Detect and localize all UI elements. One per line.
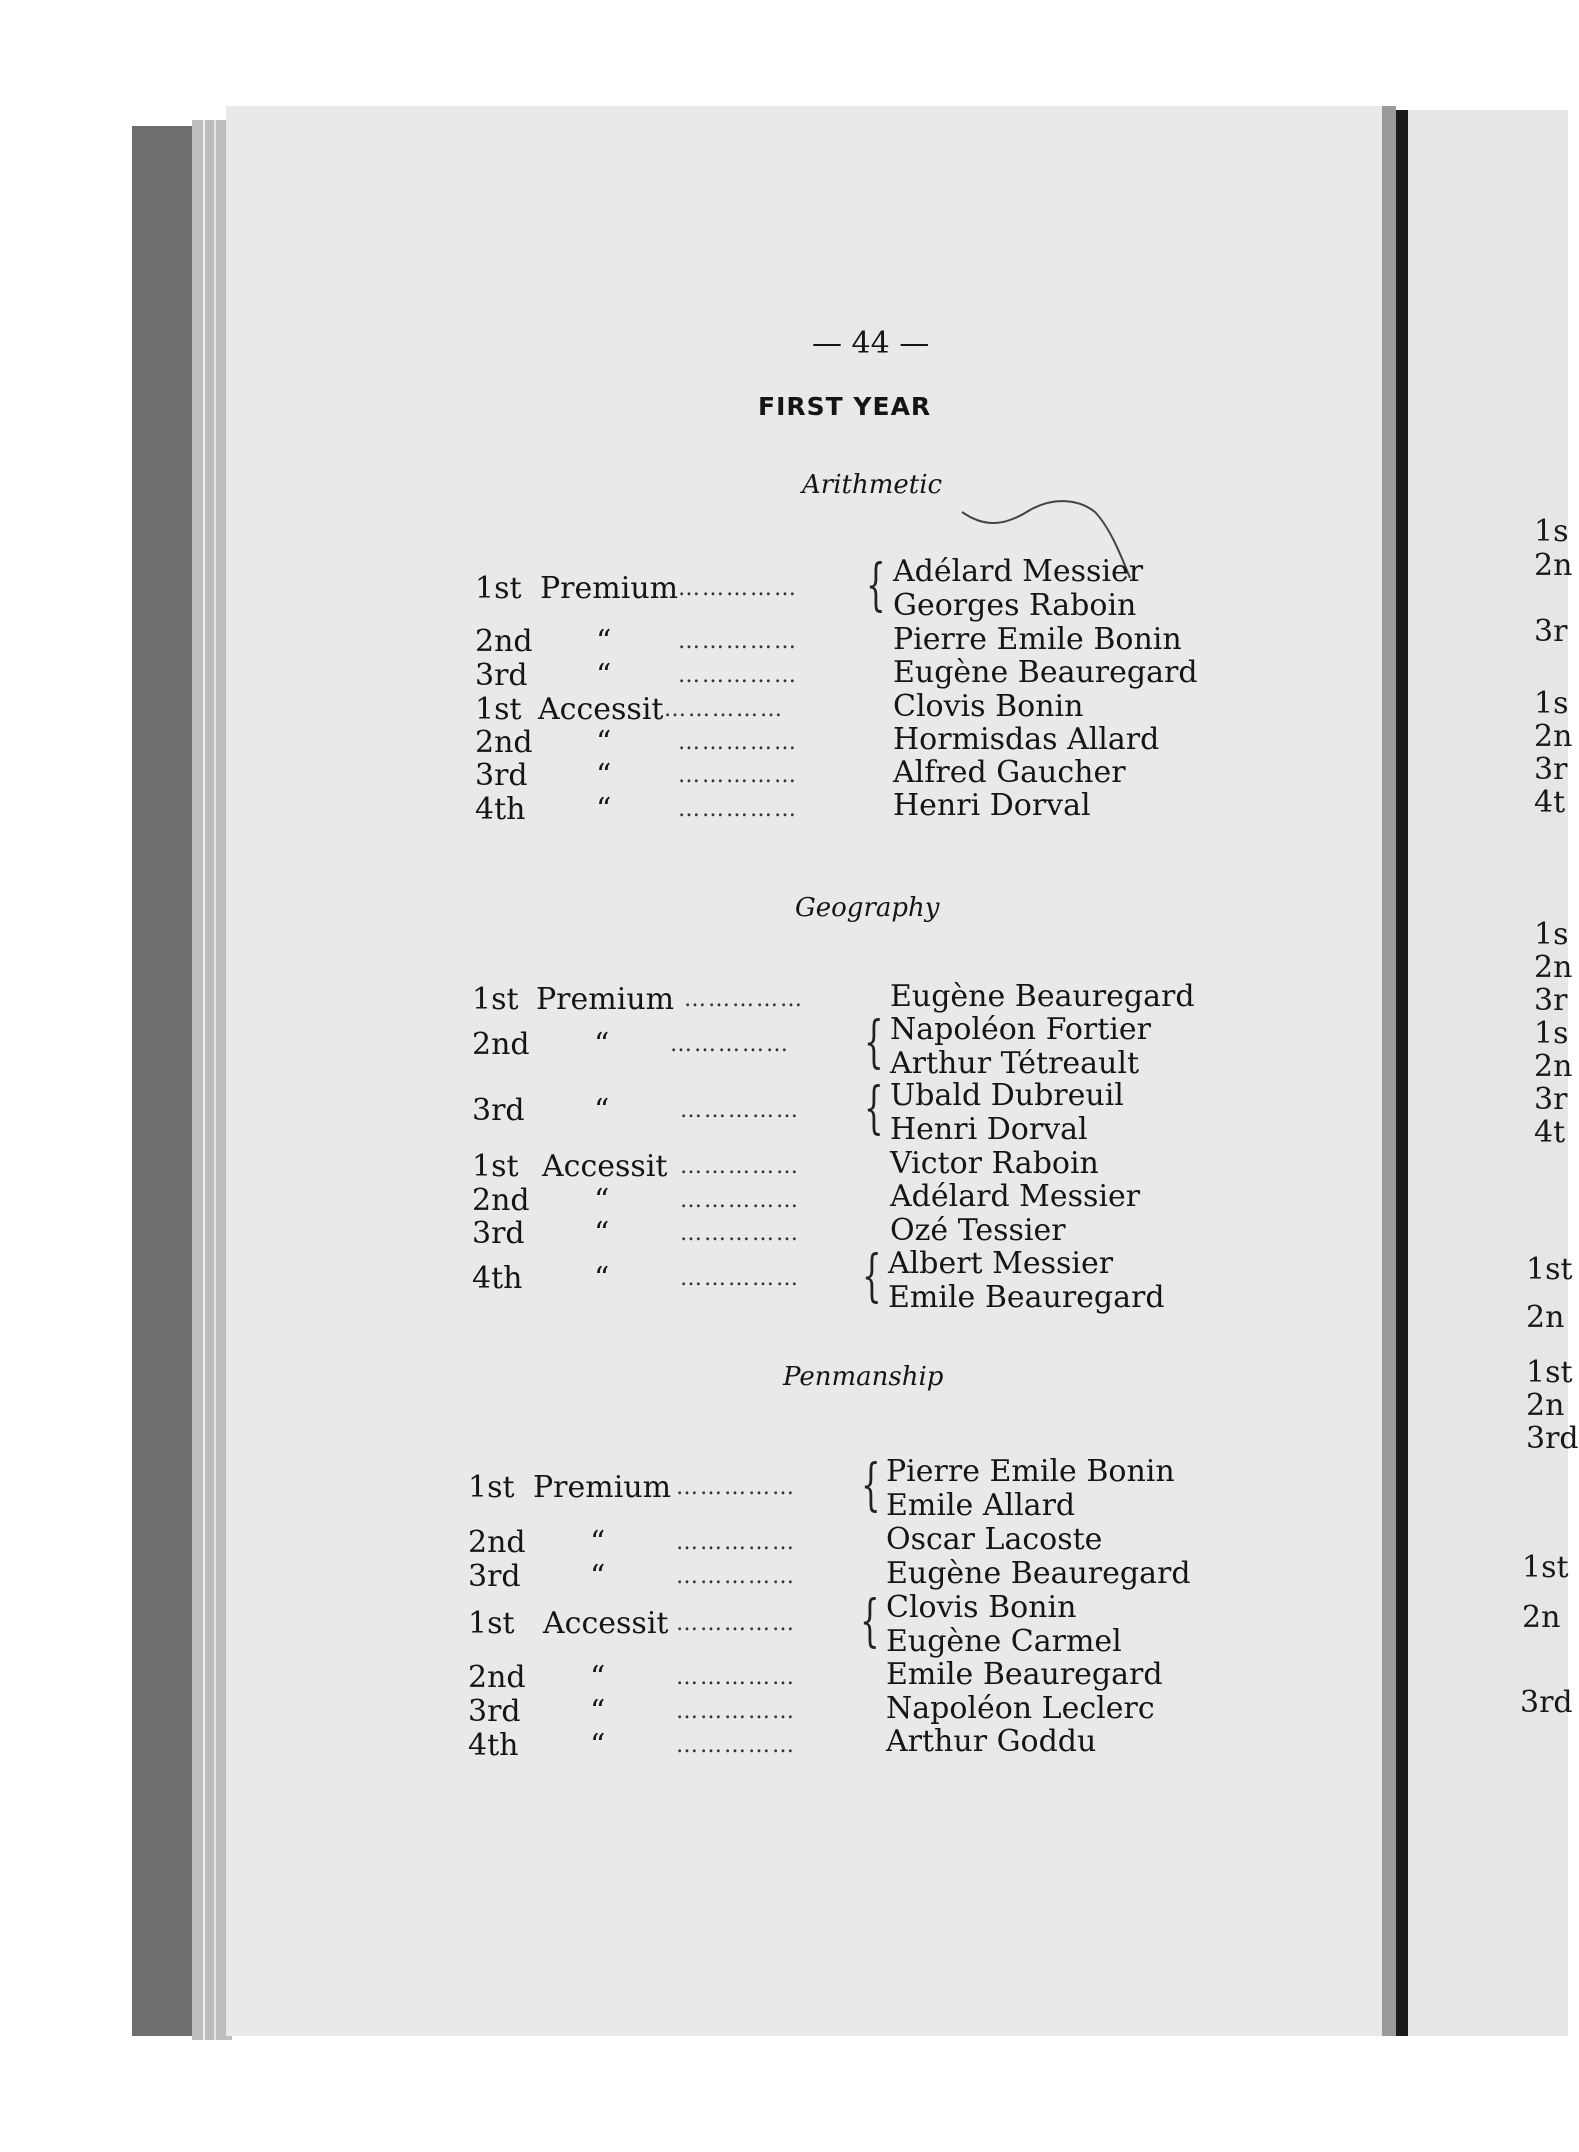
entry-name: Oscar Lacoste	[886, 1522, 1103, 1557]
entry-rank: 3rd	[468, 1559, 521, 1594]
entry-label: “	[594, 1216, 610, 1251]
page-number: — 44 —	[812, 326, 930, 361]
entry-label: “	[594, 1093, 610, 1128]
book-edge-line	[203, 120, 205, 2040]
leader-dots: ……………	[676, 1611, 796, 1636]
leader-dots: ……………	[670, 1032, 790, 1057]
entry-label: “	[594, 1027, 610, 1062]
entry-label: Premium	[533, 1470, 672, 1505]
entry-rank: 1st	[472, 982, 519, 1017]
entry-rank: 3rd	[472, 1093, 525, 1128]
entry-name: Alfred Gaucher	[893, 755, 1126, 790]
leader-dots: ……………	[678, 629, 798, 654]
entry-rank: 1st	[468, 1470, 515, 1505]
adjacent-page-text: 2n	[1534, 1049, 1573, 1084]
entry-rank: 2nd	[472, 1183, 530, 1218]
entry-label: “	[594, 1261, 610, 1296]
section-heading: Penmanship	[783, 1362, 944, 1392]
entry-name: Pierre Emile Bonin	[893, 622, 1182, 657]
entry-rank: 1st	[475, 571, 522, 606]
adjacent-page-text: 2n	[1534, 950, 1573, 985]
adjacent-page-text: 4t	[1534, 1115, 1566, 1150]
brace: {	[864, 1076, 884, 1141]
entry-name: Eugène Beauregard	[893, 655, 1198, 690]
leader-dots: ……………	[680, 1221, 800, 1246]
entry-label: “	[590, 1559, 606, 1594]
entry-name: Emile Beauregard	[886, 1657, 1163, 1692]
entry-rank: 2nd	[468, 1660, 526, 1695]
entry-rank: 1st	[472, 1149, 519, 1184]
adjacent-page-text: 3rd	[1526, 1421, 1579, 1456]
entry-label: “	[596, 792, 612, 827]
leader-dots: ……………	[680, 1188, 800, 1213]
entry-label: “	[594, 1183, 610, 1218]
entry-rank: 3rd	[472, 1216, 525, 1251]
adjacent-page-text: 1s	[1534, 1016, 1569, 1051]
entry-name: Adélard Messier	[890, 1179, 1141, 1214]
entry-name: Napoléon Fortier	[890, 1012, 1151, 1047]
leader-dots: ……………	[664, 697, 784, 722]
entry-label: “	[590, 1694, 606, 1729]
entry-name: Ubald Dubreuil	[890, 1078, 1124, 1113]
entry-rank: 2nd	[475, 725, 533, 760]
entry-label: Accessit	[542, 1149, 668, 1184]
entry-name: Clovis Bonin	[886, 1590, 1077, 1625]
entry-name: Eugène Beauregard	[890, 979, 1195, 1014]
adjacent-page-text: 1st	[1526, 1355, 1573, 1390]
entry-label: Accessit	[538, 692, 664, 727]
entry-name: Victor Raboin	[890, 1146, 1099, 1181]
adjacent-page-text: 2n	[1526, 1300, 1565, 1335]
leader-dots: ……………	[676, 1699, 796, 1724]
page-gutter	[1382, 106, 1396, 2036]
leader-dots: ……………	[676, 1564, 796, 1589]
brace: {	[860, 1589, 880, 1654]
entry-label: Premium	[536, 982, 675, 1017]
entry-name: Pierre Emile Bonin	[886, 1454, 1175, 1489]
entry-label: “	[596, 725, 612, 760]
leader-dots: ……………	[678, 797, 798, 822]
leader-dots: ……………	[678, 730, 798, 755]
adjacent-page-text: 1s	[1534, 514, 1569, 549]
leader-dots: ……………	[676, 1530, 796, 1555]
adjacent-page-text: 2n	[1522, 1600, 1561, 1635]
leader-dots: ……………	[676, 1733, 796, 1758]
entry-name: Emile Beauregard	[888, 1280, 1165, 1315]
entry-name: Arthur Tétreault	[890, 1046, 1140, 1081]
leader-dots: ……………	[676, 1665, 796, 1690]
section-heading: Geography	[795, 893, 940, 923]
entry-rank: 4th	[472, 1261, 523, 1296]
entry-name: Henri Dorval	[890, 1112, 1088, 1147]
entry-name: Eugène Carmel	[886, 1624, 1122, 1659]
entry-rank: 1st	[468, 1606, 515, 1641]
leader-dots: ……………	[680, 1098, 800, 1123]
adjacent-page-text: 2n	[1534, 548, 1573, 583]
adjacent-page-text: 3r	[1534, 752, 1568, 787]
entry-label: “	[596, 624, 612, 659]
brace: {	[862, 1244, 882, 1309]
entry-rank: 3rd	[468, 1694, 521, 1729]
entry-rank: 1st	[475, 692, 522, 727]
adjacent-page-text: 1s	[1534, 686, 1569, 721]
adjacent-page-text: 3rd	[1520, 1685, 1573, 1720]
book-edge	[132, 126, 192, 2036]
entry-name: Eugène Beauregard	[886, 1556, 1191, 1591]
leader-dots: ……………	[678, 576, 798, 601]
entry-rank: 2nd	[468, 1525, 526, 1560]
entry-rank: 2nd	[472, 1027, 530, 1062]
entry-name: Arthur Goddu	[886, 1724, 1097, 1759]
entry-label: Accessit	[543, 1606, 669, 1641]
adjacent-page-text: 3r	[1534, 1082, 1568, 1117]
adjacent-page-text: 1st	[1522, 1550, 1569, 1585]
entry-rank: 3rd	[475, 658, 528, 693]
page-title: FIRST YEAR	[758, 392, 932, 421]
leader-dots: ……………	[680, 1266, 800, 1291]
brace: {	[864, 1010, 884, 1075]
leader-dots: ……………	[684, 987, 804, 1012]
entry-label: “	[590, 1660, 606, 1695]
adjacent-page-text: 2n	[1534, 719, 1573, 754]
entry-name: Georges Raboin	[893, 588, 1137, 623]
brace: {	[866, 553, 886, 618]
entry-label: “	[596, 758, 612, 793]
section-heading: Arithmetic	[802, 470, 943, 500]
adjacent-page-text: 3r	[1534, 614, 1568, 649]
entry-name: Adélard Messier	[893, 554, 1144, 589]
entry-name: Albert Messier	[888, 1246, 1114, 1281]
leader-dots: ……………	[680, 1154, 800, 1179]
adjacent-page-text: 4t	[1534, 785, 1566, 820]
entry-name: Henri Dorval	[893, 788, 1091, 823]
adjacent-page-text: 1s	[1534, 917, 1569, 952]
entry-rank: 4th	[468, 1728, 519, 1763]
entry-rank: 4th	[475, 792, 526, 827]
entry-label: “	[590, 1525, 606, 1560]
adjacent-page-text: 3r	[1534, 983, 1568, 1018]
entry-label: “	[590, 1728, 606, 1763]
entry-name: Emile Allard	[886, 1488, 1076, 1523]
leader-dots: ……………	[678, 763, 798, 788]
adjacent-page-text: 2n	[1526, 1388, 1565, 1423]
entry-name: Hormisdas Allard	[893, 722, 1160, 757]
entry-label: “	[596, 658, 612, 693]
entry-name: Ozé Tessier	[890, 1213, 1066, 1248]
brace: {	[861, 1453, 881, 1518]
page-gutter-shadow	[1396, 110, 1408, 2036]
book-edge-line	[214, 120, 216, 2040]
entry-rank: 3rd	[475, 758, 528, 793]
entry-rank: 2nd	[475, 624, 533, 659]
entry-name: Clovis Bonin	[893, 689, 1084, 724]
leader-dots: ……………	[676, 1475, 796, 1500]
adjacent-page-text: 1st	[1526, 1252, 1573, 1287]
leader-dots: ……………	[678, 663, 798, 688]
entry-name: Napoléon Leclerc	[886, 1691, 1155, 1726]
entry-label: Premium	[540, 571, 679, 606]
